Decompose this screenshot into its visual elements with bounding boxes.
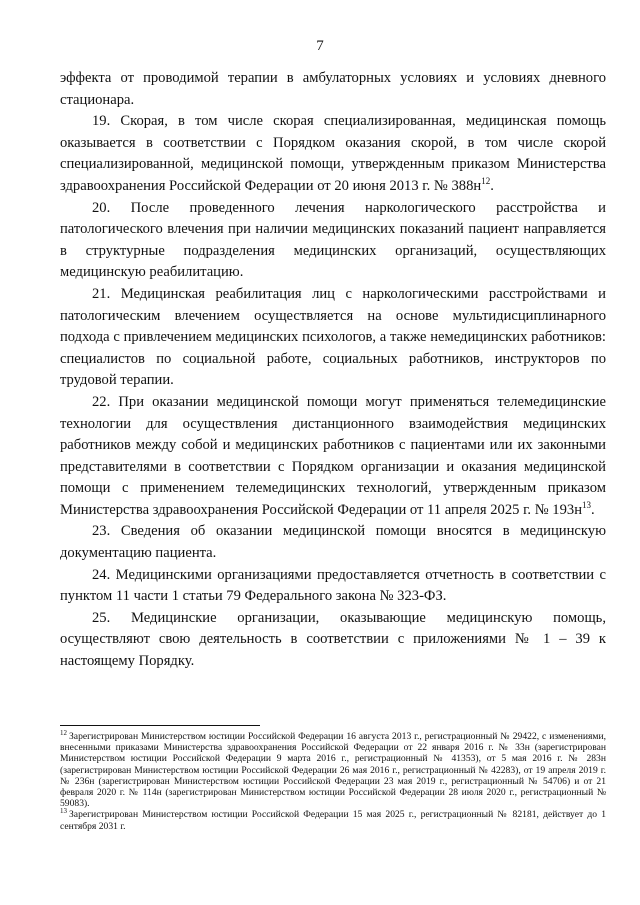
footnote-ref-13: 13 [582, 500, 592, 511]
paragraph-23: 23. Сведения об оказании медицинской помощи вносятся в медицинскую документацию пациента. [60, 523, 606, 562]
footnotes [60, 728, 606, 832]
body-text [60, 68, 606, 673]
footnote-divider [60, 725, 260, 726]
paragraph-25: 25. Медицинские организации, оказывающие медицинскую помощь, осуществляют свою деятельность в соответствии с приложениями № 1 – 39 к настоящему Порядку. [60, 609, 606, 670]
paragraph-24: 24. Медицинскими организациями предоставляется отчетность в соответствии с пунктом 11 части 1 статьи 79 Федерального закона № 323-ФЗ. [60, 566, 606, 605]
footnote-ref-12: 12 [481, 176, 491, 187]
footnote-13: $^{13}$ Зарегистрирован Министерством юстиции Российской Федерации 15 мая 2025 г., регистрационный № 82181, действует до 1 сентября 2031 г. [60, 807, 606, 832]
paragraph-22: 22. При оказании медицинской помощи могут применяться телемедицинские технологии для осуществления дистанционного взаимодействия медицинских работников между собой и медицинских работников с пациентами или их законными представителями в соответствии с Порядком организации и оказания медицинской помощи с применением телемедицинских технологий, утвержденным приказом Министерства здравоохранения Российской Федерации от 11 апреля 2025 г. № $193н^{13}$. [60, 393, 606, 518]
paragraph-21: 21. Медицинская реабилитация лиц с наркологическими расстройствами и патологическим влечением осуществляется на основе мультидисциплинарного подхода с привлечением медицинских психологов, а также немедицинских работников: специалистов по социальной работе, социальных работников, инструкторов по трудовой терапии. [60, 285, 606, 389]
footnote-mark-13: 13 [60, 807, 67, 816]
paragraph-19: 19. Скорая, в том числе скорая специализированная, медицинская помощь оказывается в соответствии с Порядком оказания скорой, в том числе скорой специализированной, медицинской помощи, утвержденным приказом Министерства здравоохранения Российской Федерации от 20 июня 2013 г. № $388н^{12}$. [60, 113, 606, 194]
page-number: 7 [316, 38, 324, 54]
footnote-12: $^{12}$ Зарегистрирован Министерством юстиции Российской Федерации 16 августа 2013 г., регистрационный № 29422, с изменениями, внесенными приказами Министерства здравоохранения Российской Федерации от 22 января 2016 г. № 33н (зарегистрирован Министерством юстиции Российской Федерации 9 марта 2016 г., регистрационный № 41353), от 5 мая 2016 г. № 283н (зарегистрирован Министерством юстиции Российской Федерации 26 мая 2016 г., регистрационный № 42283), от 19 апреля 2019 г. № 236н (зарегистрирован Министерством юстиции Российской Федерации 23 мая 2019 г., регистрационный № 54706) и от 21 февраля 2020 г. № 114н (зарегистрирован Министерством юстиции Российской Федерации 28 июля 2020 г., регистрационный № 59083). [60, 728, 606, 810]
paragraph-20: 20. После проведенного лечения наркологического расстройства и патологического влечения при наличии медицинских показаний пациент направляется в структурные подразделения медицинских организаций, осуществляющих медицинскую реабилитацию. [60, 199, 606, 281]
footnote-mark-12: 12 [60, 728, 67, 737]
paragraph-continuation: эффекта от проводимой терапии в амбулаторных условиях и условиях дневного стационара. [60, 70, 606, 108]
